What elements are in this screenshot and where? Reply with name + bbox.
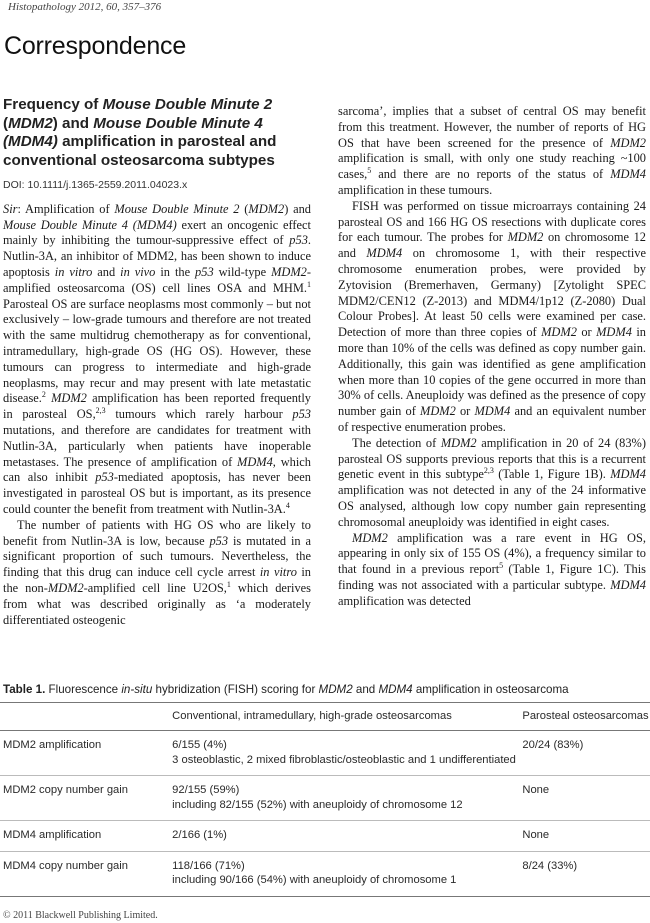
citation-ref: 2,3	[483, 466, 494, 476]
italic-text: Mouse Double Minute 4 (MDM4)	[3, 217, 177, 232]
right-column	[338, 104, 646, 610]
text-run: amplification in 20 of 24 (83%) parosteal OS supports previous reports that this is a recurrent genetic event in this subtype	[338, 435, 646, 482]
cell-line: including 90/166 (54%) with aneuploidy of chromosome 1	[172, 874, 457, 886]
row-label: MDM4 amplification	[0, 821, 172, 852]
italic-text: MDM2	[440, 435, 477, 450]
italic-text: MDM2	[51, 391, 87, 406]
header-blank	[0, 703, 172, 731]
header-conventional: Conventional, intramedullary, high-grade osteosarcomas	[172, 703, 522, 731]
cell-line: 92/155 (59%)	[172, 784, 240, 796]
italic-text: in-situ	[121, 683, 153, 696]
italic-text: MDM2	[47, 580, 84, 595]
parosteal-cell: None	[522, 776, 650, 821]
conventional-cell	[172, 821, 522, 852]
italic-text: MDM4	[237, 454, 273, 469]
italic-text: MDM2	[271, 264, 307, 279]
italic-text: MDM2	[318, 683, 353, 696]
text-run: on chromosome 12 and	[338, 230, 646, 261]
paragraph	[338, 104, 646, 199]
table-row	[0, 821, 650, 852]
italic-text: Mouse Double Minute 2	[102, 96, 273, 113]
citation-ref: 4	[285, 500, 290, 510]
text-run: (Table 1, Figure 1B).	[493, 467, 611, 482]
citation-ref: 2,3	[95, 406, 106, 416]
parosteal-cell: 8/24 (33%)	[522, 851, 650, 896]
text-run: ) and	[284, 201, 311, 216]
table-header-row	[0, 703, 650, 731]
text-run: and there are no reports of the status of	[371, 167, 611, 182]
italic-text: MDM2	[352, 530, 388, 545]
italic-text: p53	[195, 264, 214, 279]
text-run: FISH was performed on tissue microarrays containing 24 parosteal OS and 166 HG OS resections with duplicate cores for each tumour. The probes for	[338, 198, 646, 245]
text-run: Parosteal OS are surface neoplasms most commonly – but not exclusively – low-grade tumours and therefore are not treated with the same multidrug chemotherapy as for conventional, intramedullary, high-grade OS (HG OS). However, these tumours can progress to intermediate and high-grade neoplasms, may recur and may present with late metastatic disease.	[3, 296, 311, 406]
italic-text: MDM4	[596, 325, 632, 340]
italic-text: Sir	[3, 201, 18, 216]
text-run: , which can also inhibit	[3, 454, 311, 485]
italic-text: p53	[209, 533, 229, 548]
parosteal-cell: None	[522, 821, 650, 852]
text-run: mutations, and therefore are candidates for treatment with Nutlin-3A, particularly when patients have inoperable metastases. The presence of amplification of	[3, 422, 311, 469]
paragraph	[338, 199, 646, 436]
text-run: is mutated in a significant proportion of such tumours. Nevertheless, the finding that this drug can induce cell cycle arrest	[3, 533, 311, 580]
text-run: amplification was detected	[338, 593, 471, 608]
text-run: tumours which rarely harbour	[105, 407, 293, 422]
text-run: (	[239, 201, 249, 216]
italic-text: MDM2	[420, 404, 456, 419]
doi: DOI: 10.1111/j.1365-2559.2011.04023.x	[3, 179, 188, 191]
row-label: MDM2 amplification	[0, 731, 172, 776]
text-run: Fluorescence	[45, 683, 122, 696]
citation-ref: 5	[367, 166, 372, 176]
text-run: wild-type	[213, 264, 272, 279]
table-body	[0, 731, 650, 897]
text-run: or	[455, 404, 475, 419]
text-run: on chromosome 1, with their respective chromosome enumeration probes, were provided by Zytovision (Bremerhaven, Germany) [Zytolight SPEC MDM2/CEN12 (Z-2013) and MDM4/1p12 (Z-2080) Dual Colour Probes]. At least 50 cells were examined per case. Detection of more than three copies of	[338, 246, 646, 340]
italic-text: MDM2	[541, 325, 577, 340]
italic-text: MDM2	[8, 114, 53, 132]
text-run: . Nutlin-3A, an inhibitor of MDM2, has been shown to induce apoptosis	[3, 233, 311, 279]
italic-text: (MDM4)	[3, 133, 58, 150]
italic-text: in vivo	[120, 264, 156, 279]
conventional-cell	[172, 731, 522, 776]
table-caption	[3, 683, 650, 696]
italic-text: p53	[292, 407, 311, 422]
text-run: amplification in parosteal and conventional osteosarcoma subtypes	[3, 133, 277, 169]
text-run: amplification was not detected in any of the 24 informative OS analysed, although low copy number gain representing chromosomal aneuploidy was identified in eight cases.	[338, 483, 646, 529]
italic-text: p53	[289, 233, 308, 248]
copyright: © 2011 Blackwell Publishing Limited.	[3, 910, 158, 921]
italic-text: MDM4	[610, 167, 646, 182]
text-run: in more than 10% of the cells was defined as copy number gain. Additionally, this gain was identified as gene amplification when more than 10 copies of the gene occurred in more than 30% of cells. Aneuploidy was defined as the presence of copy number gain of	[338, 325, 646, 419]
parosteal-cell: 20/24 (83%)	[522, 731, 650, 776]
table-row	[0, 851, 650, 896]
citation-ref: 1	[307, 279, 311, 289]
table-caption-label: Table 1.	[3, 683, 46, 696]
italic-text: MDM4	[610, 577, 646, 592]
citation-ref: 2	[41, 390, 46, 400]
cell-line: 118/166 (71%)	[172, 859, 245, 872]
text-run: hybridization (FISH) scoring for	[152, 683, 319, 696]
italic-text: MDM2	[248, 201, 285, 216]
conventional-cell	[172, 776, 522, 821]
paragraph	[338, 531, 646, 610]
italic-text: Mouse Double Minute 2	[114, 201, 240, 216]
text-run: sarcoma’, implies that a subset of central OS may benefit from this treatment. However, the number of reports of HG OS that have been screened for the presence of	[338, 104, 646, 150]
row-label: MDM2 copy number gain	[0, 776, 172, 821]
table-caption-text	[45, 683, 568, 696]
text-run: amplification in these tumours.	[338, 182, 493, 197]
right-body	[338, 104, 646, 610]
cell-line: 6/155 (4%)	[172, 739, 227, 751]
text-run: and	[352, 683, 379, 696]
row-label: MDM4 copy number gain	[0, 851, 172, 896]
running-head: Histopathology 2012, 60, 357–376	[8, 1, 162, 13]
paragraph	[3, 518, 311, 629]
left-column	[3, 96, 311, 628]
text-run: The number of patients with HG OS who are likely to benefit from Nutlin-3A is low, because	[3, 517, 311, 548]
left-body	[3, 202, 311, 629]
italic-text: in vitro	[259, 565, 297, 580]
text-run: -mediated apoptosis, has never been investigated in parosteal OS but is important, as its presence could counter the benefit from treatment with Nutlin-3A.	[3, 470, 311, 516]
text-run: -amplified cell line U2OS,	[83, 580, 227, 595]
text-run: amplification is small, with only one study reaching ~100 cases,	[338, 151, 646, 182]
text-run: exert an oncogenic effect mainly by inhibiting the tumour-suppressive effect of	[3, 217, 311, 248]
table-row	[0, 776, 650, 821]
text-run: and an equivalent number of respective enumeration probes.	[338, 404, 646, 434]
italic-text: MDM4	[610, 467, 646, 482]
text-run: in the non-	[3, 565, 311, 595]
header-parosteal: Parosteal osteosarcomas	[522, 703, 650, 731]
text-run: Frequency of	[3, 96, 103, 113]
text-run: : Amplification of	[17, 201, 115, 216]
table-1	[0, 683, 650, 897]
italic-text: MDM4	[366, 246, 403, 261]
italic-text: p53	[95, 470, 114, 485]
italic-text: MDM2	[507, 230, 544, 245]
text-run: and	[92, 264, 121, 279]
table-row	[0, 731, 650, 776]
cell-line: 2/166 (1%)	[172, 829, 227, 841]
text-run: amplification was a rare event in HG OS, appearing in only six of 155 OS (4%), a frequency similar to that found in a previous report	[338, 530, 646, 577]
cell-line: 3 osteoblastic, 2 mixed fibroblastic/osteoblastic and 1 undifferentiated	[172, 753, 516, 766]
italic-text: MDM2	[610, 135, 646, 150]
cell-line: including 82/155 (52%) with aneuploidy of chromosome 12	[172, 798, 463, 811]
italic-text: MDM4	[378, 683, 413, 696]
text-run: (	[3, 114, 9, 132]
citation-ref: 1	[226, 579, 231, 589]
section-title: Correspondence	[4, 32, 187, 60]
paragraph	[338, 436, 646, 531]
paragraph	[3, 202, 311, 518]
text-run: amplification in osteosarcoma	[412, 683, 569, 696]
italic-text: in vitro	[54, 264, 93, 279]
text-run: -amplified osteosarcoma (OS) cell lines OSA and MHM.	[3, 264, 311, 295]
citation-ref: 5	[499, 560, 504, 570]
conventional-cell	[172, 851, 522, 896]
text-run: (Table 1, Figure 1C). This finding was not associated with a particular subtype.	[338, 562, 646, 592]
article-title	[3, 96, 311, 170]
text-run: in the	[155, 264, 196, 279]
italic-text: MDM4	[474, 404, 511, 419]
text-run: ) and	[52, 114, 94, 132]
text-run: which derives from what was described originally as ‘a moderately differentiated osteogenic	[3, 580, 311, 627]
text-run: The detection of	[352, 435, 441, 450]
text-run: or	[576, 325, 597, 340]
fish-table	[0, 702, 650, 897]
text-run: amplification has been reported frequently in parosteal OS,	[3, 391, 312, 422]
italic-text: Mouse Double Minute 4	[93, 114, 263, 132]
